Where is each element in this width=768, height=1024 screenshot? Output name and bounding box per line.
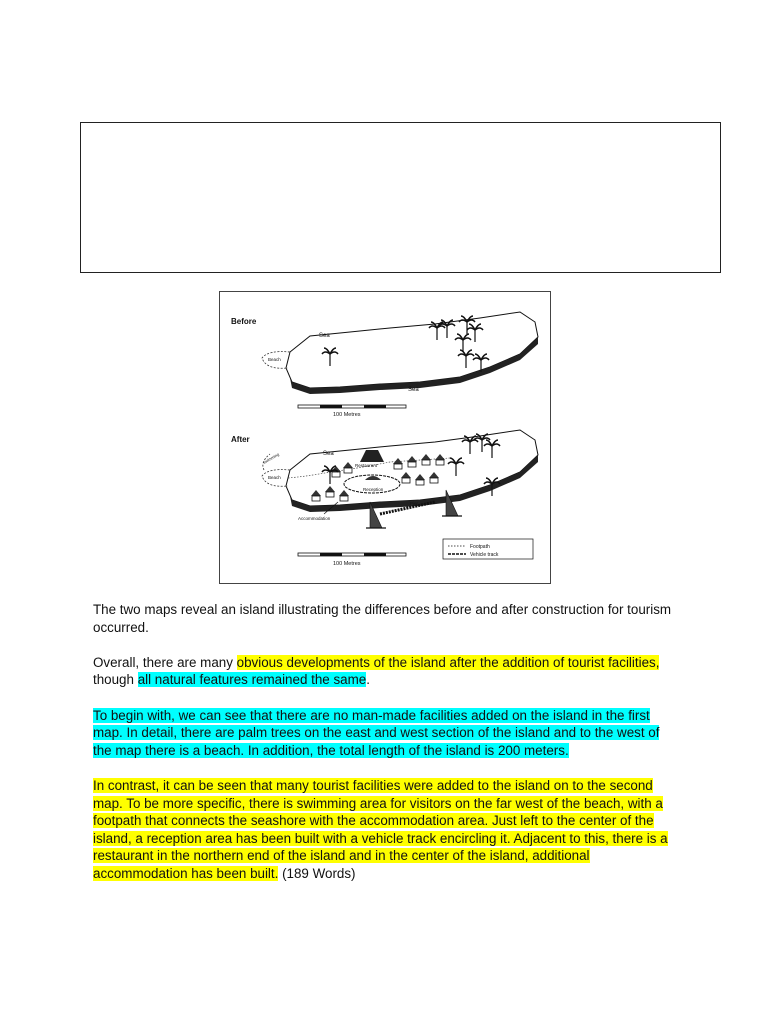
pier-label: Pier — [410, 501, 419, 506]
before-scale-bar — [298, 405, 406, 408]
island-maps-figure — [219, 291, 551, 584]
accommodation-label: Accommodation — [298, 516, 331, 521]
swimming-label: swimming — [262, 451, 280, 465]
highlight-yellow: In contrast, it can be seen that many tourist facilities were added to the island on to the second map. To be more specific, there is swimming area for visitors on the far west of the beach, with a footpath that connects the seashore with the accommodation area. Just left to the center of the island, a reception area has been built with a vehicle track encircling it. Adjacent to this, there is a restaurant in the northern end of the island and in the center of the island, additional accommodation has been built. — [93, 777, 668, 881]
after-sea-label: Sea — [323, 451, 334, 457]
after-title: After — [231, 435, 250, 444]
before-scale-label: 100 Metres — [333, 412, 361, 418]
essay-paragraph-body1 — [93, 707, 673, 760]
legend-footpath-label: Footpath — [470, 544, 490, 550]
essay-body — [93, 601, 673, 900]
essay-paragraph-overview: Overall, there are many obvious developments of the island after the addition of tourist facilities, though all natural features remained the same. — [93, 654, 660, 688]
before-title: Before — [231, 317, 257, 326]
after-scale-bar — [298, 553, 406, 556]
word-count: (189 Words) — [278, 865, 356, 881]
before-beach-label: Beach — [268, 357, 281, 362]
reception-label: Reception — [363, 487, 384, 492]
task-prompt-box — [80, 122, 721, 273]
before-sea-label-south: Sea — [408, 387, 419, 393]
highlight-cyan: To begin with, we can see that there are no man-made facilities added on the island in the first map. In detail, there are palm trees on the east and west section of the island and to the west of the map there is a beach. In addition, the total length of the island is 200 meters. — [93, 707, 660, 758]
after-scale-label: 100 Metres — [333, 561, 361, 567]
essay-paragraph-intro: The two maps reveal an island illustrating the differences before and after construction for tourism occurred. — [93, 602, 672, 635]
highlight-yellow: obvious developments of the island after the addition of tourist facilities, — [236, 654, 660, 670]
legend-box — [443, 539, 533, 559]
essay-paragraph-body2 — [93, 777, 673, 883]
before-sea-label-north: Sea — [319, 333, 330, 339]
before-island — [262, 312, 538, 394]
highlight-cyan: all natural features remained the same — [137, 672, 367, 688]
restaurant-label: Restaurant — [355, 463, 378, 468]
after-island — [262, 430, 538, 512]
after-beach-label: Beach — [268, 475, 281, 480]
island-maps-svg — [220, 292, 549, 582]
legend-vehicle-label: Vehicle track — [470, 552, 499, 558]
